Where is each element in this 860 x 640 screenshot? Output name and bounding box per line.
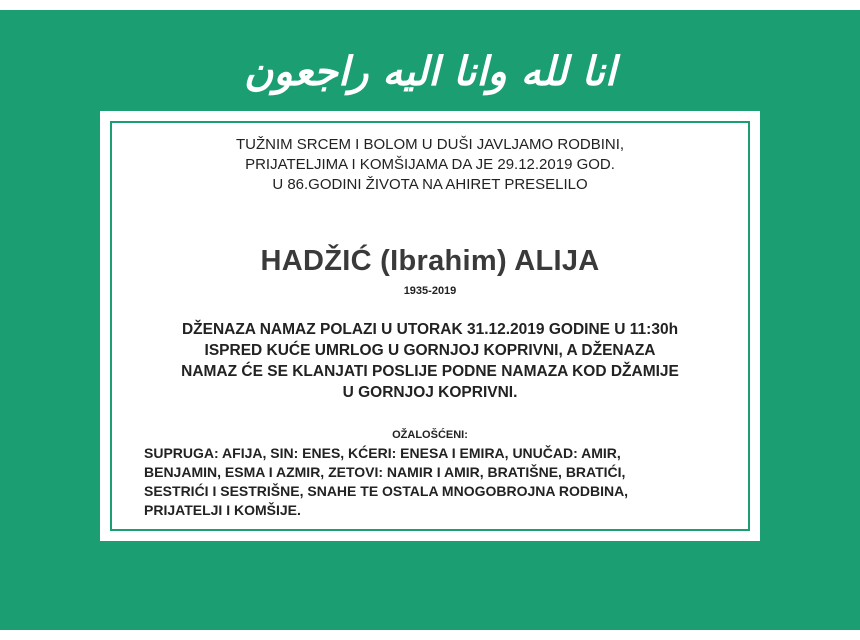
funeral-line: NAMAZ ĆE SE KLANJATI POSLIJE PODNE NAMAZA KOD DŽAMIJE <box>181 363 679 380</box>
intro-text <box>112 135 748 195</box>
funeral-line: U GORNJOJ KOPRIVNI. <box>342 384 518 401</box>
deceased-name: HADŽIĆ (Ibrahim) ALIJA <box>260 245 600 277</box>
arabic-calligraphy-header: انا لله وانا اليه راجعون <box>243 49 617 95</box>
mourners-line: SUPRUGA: AFIJA, SIN: ENES, KĆERI: ENESA I EMIRA, UNUČAD: AMIR, <box>144 445 621 461</box>
obituary-sheet <box>0 10 860 630</box>
funeral-line: DŽENAZA NAMAZ POLAZI U UTORAK 31.12.2019 GODINE U 11:30h <box>181 321 679 338</box>
life-years: 1935-2019 <box>403 285 457 297</box>
notice-panel <box>100 111 760 541</box>
mourners-list <box>144 444 718 520</box>
mourners-line: SESTRIĆI I SESTRIŠNE, SNAHE TE OSTALA MNOGOBROJNA RODBINA, <box>144 483 629 499</box>
funeral-prayer-text <box>132 319 728 403</box>
mourners-line: BENJAMIN, ESMA I AZMIR, ZETOVI: NAMIR I AMIR, BRATIŠNE, BRATIĆI, <box>144 464 626 480</box>
mourners-line: PRIJATELJI I KOMŠIJE. <box>144 502 301 518</box>
funeral-line: ISPRED KUĆE UMRLOG U GORNJOJ KOPRIVNI, A DŽENAZA <box>204 342 656 359</box>
intro-line: PRIJATELJIMA I KOMŠIJAMA DA JE 29.12.2019 GOD. <box>245 156 615 173</box>
intro-line: U 86.GODINI ŽIVOTA NA AHIRET PRESELILO <box>272 176 588 193</box>
notice-panel-border <box>110 121 750 531</box>
intro-line: TUŽNIM SRCEM I BOLOM U DUŠI JAVLJAMO RODBINI, <box>235 136 625 153</box>
mourners-heading: OŽALOŠĆENI: <box>392 429 468 441</box>
